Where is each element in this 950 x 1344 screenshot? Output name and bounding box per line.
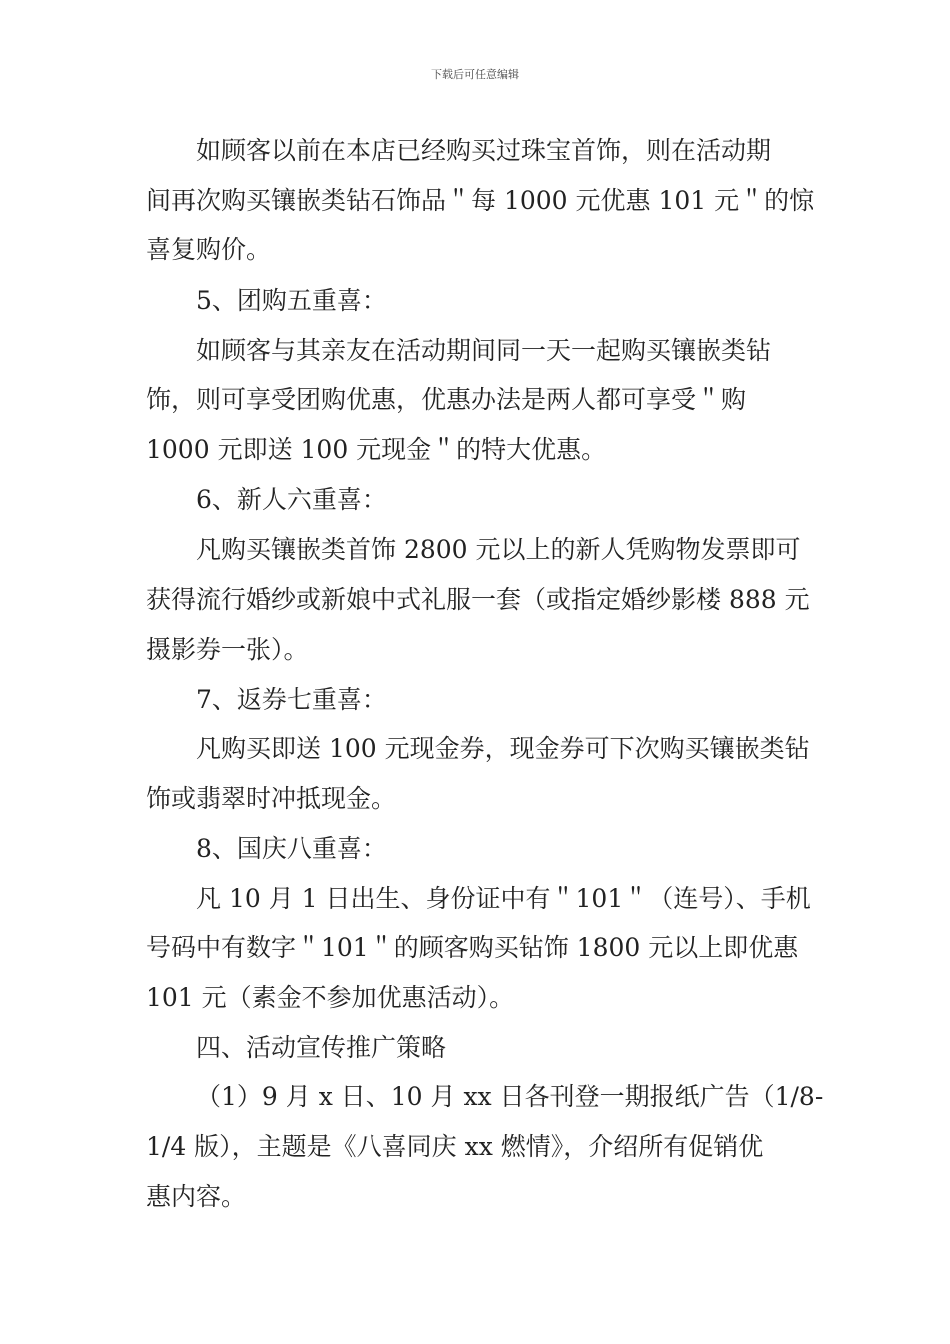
paragraph-line: 惠内容。: [146, 1182, 247, 1211]
section-heading: 7、返券七重喜：: [196, 685, 387, 714]
paragraph-line: 饰或翡翠时冲抵现金。: [146, 784, 397, 813]
paragraph-line: 如顾客与其亲友在活动期间同一天一起购买镶嵌类钻: [196, 336, 772, 365]
section-heading: 5、团购五重喜：: [196, 286, 387, 315]
paragraph-line: 获得流行婚纱或新娘中式礼服一套（或指定婚纱影楼 888 元: [146, 585, 810, 614]
section-heading: 6、新人六重喜：: [196, 485, 387, 514]
paragraph-line: （1）9 月 x 日、10 月 xx 日各刊登一期报纸广告（1/8-: [196, 1082, 824, 1111]
section-heading: 四、活动宣传推广策略: [196, 1033, 447, 1062]
paragraph-line: 喜复购价。: [146, 235, 272, 264]
paragraph-line: 摄影券一张）。: [146, 635, 309, 664]
paragraph-line: 101 元（素金不参加优惠活动）。: [146, 983, 515, 1012]
paragraph-line: 间再次购买镶嵌类钻石饰品＂每 1000 元优惠 101 元＂的惊: [146, 186, 815, 215]
paragraph-line: 凡购买即送 100 元现金券，现金券可下次购买镶嵌类钻: [196, 734, 810, 763]
paragraph-line: 凡 10 月 1 日出生、身份证中有＂101＂（连号）、手机: [196, 884, 811, 913]
paragraph-line: 1/4 版），主题是《八喜同庆 xx 燃情》，介绍所有促销优: [146, 1132, 764, 1161]
paragraph-line: 如顾客以前在本店已经购买过珠宝首饰，则在活动期: [196, 136, 772, 165]
paragraph-line: 1000 元即送 100 元现金＂的特大优惠。: [146, 435, 607, 464]
paragraph-line: 号码中有数字＂101＂的顾客购买钻饰 1800 元以上即优惠: [146, 933, 799, 962]
header-note: 下载后可任意编辑: [431, 68, 519, 81]
paragraph-line: 饰，则可享受团购优惠，优惠办法是两人都可享受＂购: [146, 385, 747, 414]
section-heading: 8、国庆八重喜：: [196, 834, 387, 863]
paragraph-line: 凡购买镶嵌类首饰 2800 元以上的新人凭购物发票即可: [196, 535, 801, 564]
